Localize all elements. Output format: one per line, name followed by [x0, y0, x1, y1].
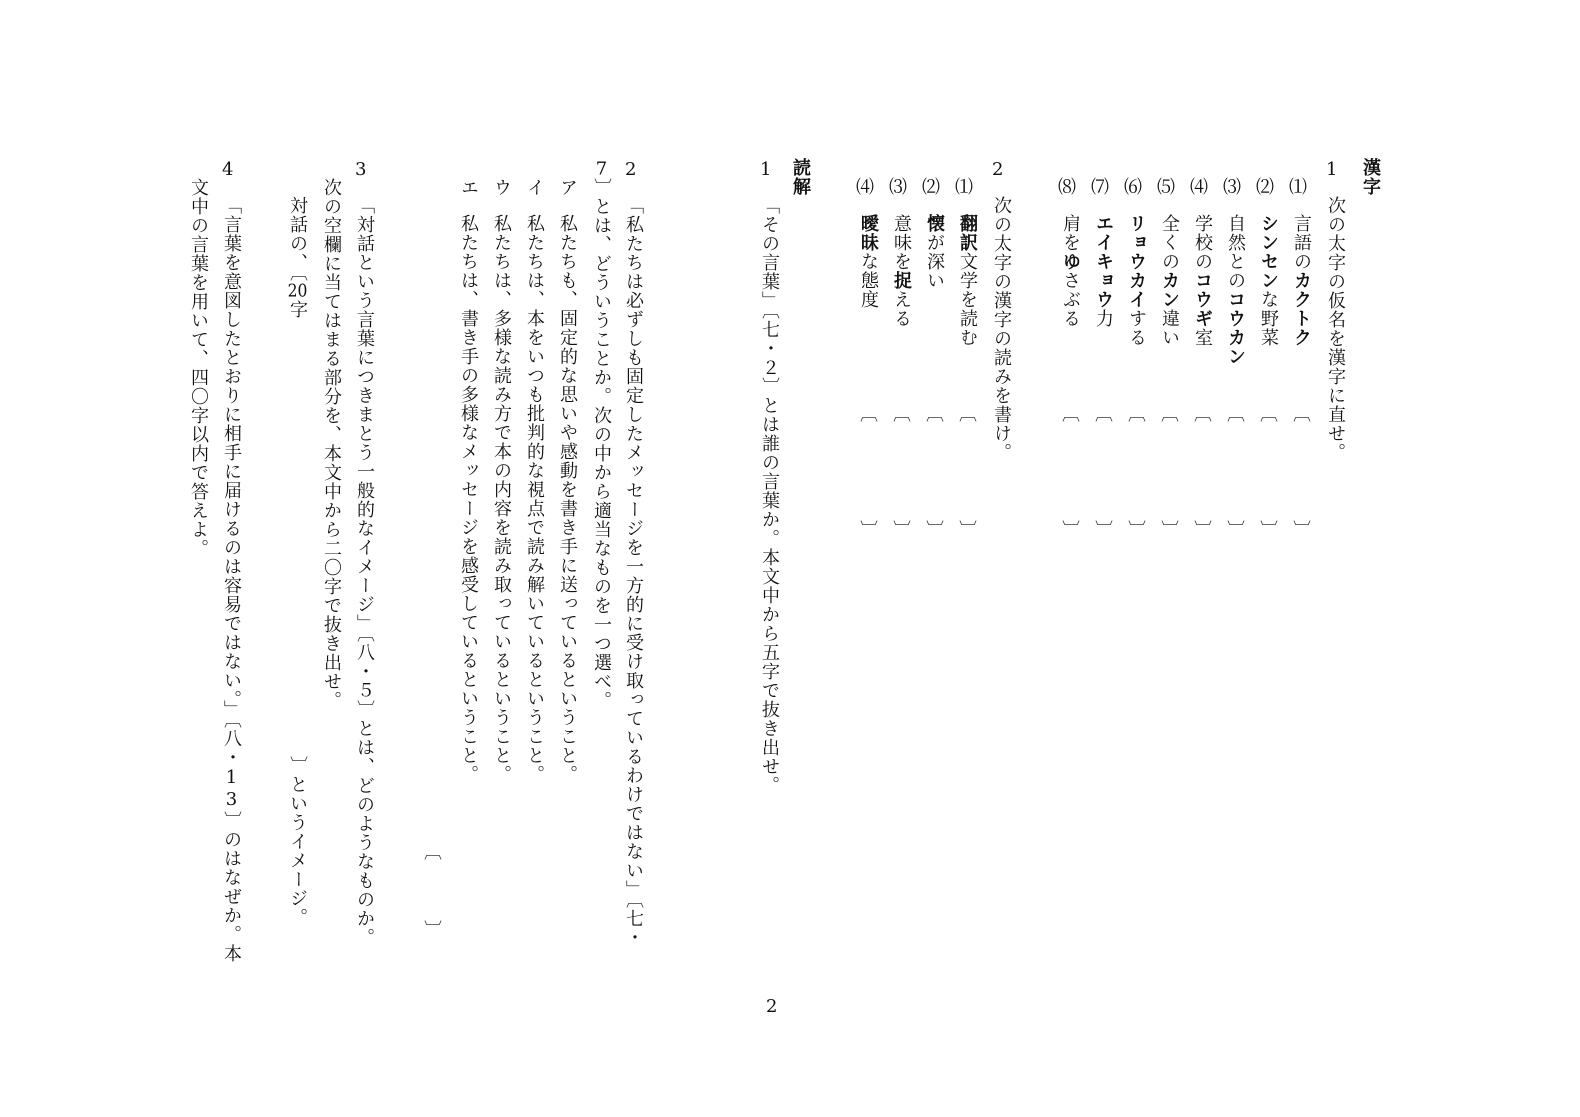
kanji-q1-item-label: ⑵	[1256, 177, 1274, 198]
kanji-q1-item-text: エイキョウ力	[1093, 214, 1114, 328]
answer-bracket-close: ︺	[926, 520, 944, 541]
reading-q3-line2: 次の空欄に当てはまる部分を、本文中から二〇字で抜き出せ。	[321, 178, 342, 710]
reading-q4-number: 4	[222, 159, 234, 180]
answer-bracket-open: ︹	[860, 404, 878, 425]
reading-q2-choice-text: 私たちも、固定的な思いや感動を書き手に送っているということ。	[557, 214, 578, 784]
kanji-q1-item-label: ⑶	[1223, 177, 1241, 198]
answer-bracket-close: ︺	[1095, 520, 1113, 541]
reading-q2-answer-bracket-open: ︹	[424, 842, 442, 863]
answer-bracket-open: ︹	[1260, 404, 1278, 425]
reading-q3-answer-start: 対話の、〔20字	[287, 196, 308, 319]
reading-q2-choice-label: ア	[557, 178, 578, 197]
kanji-q1-item-label: ⑷	[1190, 177, 1208, 198]
kanji-q2-number: 2	[992, 159, 1004, 180]
kanji-q1-item-label: ⑸	[1157, 177, 1175, 198]
answer-bracket-close: ︺	[959, 520, 977, 541]
reading-q3-number: 3	[355, 159, 367, 180]
answer-bracket-close: ︺	[1128, 520, 1146, 541]
reading-q2-choice-label: ウ	[491, 178, 512, 197]
kanji-q1-number: 1	[1326, 159, 1338, 180]
reading-q2-choice-label: イ	[524, 178, 545, 197]
kanji-q1-item-label: ⑻	[1058, 177, 1076, 198]
answer-bracket-close: ︺	[1062, 520, 1080, 541]
answer-bracket-open: ︹	[959, 404, 977, 425]
kanji-q2-instruction: 次の太字の漢字の読みを書け。	[991, 196, 1012, 462]
kanji-q1-item-label: ⑴	[1289, 177, 1307, 198]
kanji-q2-item-label: ⑴	[955, 177, 973, 198]
answer-bracket-open: ︹	[1227, 404, 1245, 425]
answer-bracket-close: ︺	[1161, 520, 1179, 541]
answer-bracket-open: ︹	[1062, 404, 1080, 425]
reading-q2-line2: 7〕とは、どういうことか。次の中から適当なものを一つ選べ。	[591, 160, 612, 710]
answer-bracket-open: ︹	[1194, 404, 1212, 425]
answer-bracket-close: ︺	[1194, 520, 1212, 541]
reading-q2-answer-bracket-close: ︺	[424, 920, 442, 941]
kanji-q2-item-text: 曖昧な態度	[858, 214, 879, 309]
kanji-q1-item-label: ⑺	[1091, 177, 1109, 198]
kanji-q2-item-label: ⑵	[922, 177, 940, 198]
kanji-heading: 漢字	[1360, 158, 1381, 196]
kanji-q2-item-text: 意味を捉える	[891, 214, 912, 328]
reading-heading: 読解	[790, 158, 811, 196]
answer-bracket-open: ︹	[1161, 404, 1179, 425]
answer-bracket-close: ︺	[1293, 520, 1311, 541]
kanji-q1-item-text: リョウカイする	[1126, 214, 1147, 347]
answer-bracket-open: ︹	[1095, 404, 1113, 425]
reading-q4-line2: 文中の言葉を用いて、四〇字以内で答えよ。	[188, 178, 209, 558]
reading-q2-choice-text: 私たちは、本をいつも批判的な視点で読み解いているということ。	[524, 214, 545, 784]
kanji-q1-item-text: 全くのカン違い	[1159, 214, 1180, 347]
kanji-q1-instruction: 次の太字の仮名を漢字に直せ。	[1325, 196, 1346, 462]
reading-q2-choice-text: 私たちは、書き手の多様なメッセージを感受しているということ。	[458, 214, 479, 784]
kanji-q1-item-text: 言語のカクトク	[1291, 214, 1312, 347]
reading-q2-line1: 「私たちは必ずしも固定したメッセージを一方的に受け取っているわけではない」〔七・	[623, 196, 644, 947]
answer-bracket-open: ︹	[926, 404, 944, 425]
answer-bracket-open: ︹	[893, 404, 911, 425]
answer-bracket-close: ︺	[1227, 520, 1245, 541]
kanji-q1-item-text: 学校のコウギ室	[1192, 214, 1213, 347]
answer-bracket-open: ︹	[1293, 404, 1311, 425]
kanji-q2-item-text: 翻訳文学を読む	[957, 214, 978, 347]
reading-q3-answer-end: 〕というイメージ。	[287, 756, 308, 927]
reading-q2-number: 2	[625, 159, 637, 180]
reading-q4-line1: 「言葉を意図したとおりに相手に届けるのは容易ではない。」〔八・13〕のはなぜか。本	[221, 196, 242, 963]
reading-q2-choice-label: エ	[458, 178, 479, 197]
page-number: 2	[766, 996, 778, 1017]
reading-q1-number: 1	[760, 159, 772, 180]
kanji-q1-item-text: シンセンな野菜	[1258, 214, 1279, 347]
kanji-q1-item-text: 肩をゆさぶる	[1060, 214, 1081, 328]
answer-bracket-open: ︹	[1128, 404, 1146, 425]
answer-bracket-close: ︺	[1260, 520, 1278, 541]
answer-bracket-close: ︺	[860, 520, 878, 541]
kanji-q1-item-text: 自然とのコウカン	[1225, 214, 1246, 366]
kanji-q2-item-label: ⑷	[856, 177, 874, 198]
kanji-q2-item-text: 懐が深い	[924, 214, 945, 290]
kanji-q2-item-label: ⑶	[889, 177, 907, 198]
reading-q2-choice-text: 私たちは、多様な読み方で本の内容を読み取っているということ。	[491, 214, 512, 784]
reading-q3-line1: 「対話という言葉につきまとう一般的なイメージ」〔八・５〕とは、どのようなものか。	[354, 196, 375, 947]
answer-bracket-close: ︺	[893, 520, 911, 541]
reading-q1-text: 「その言葉」〔七・２〕とは誰の言葉か。本文中から五字で抜き出せ。	[759, 196, 780, 795]
kanji-q1-item-label: ⑹	[1124, 177, 1142, 198]
